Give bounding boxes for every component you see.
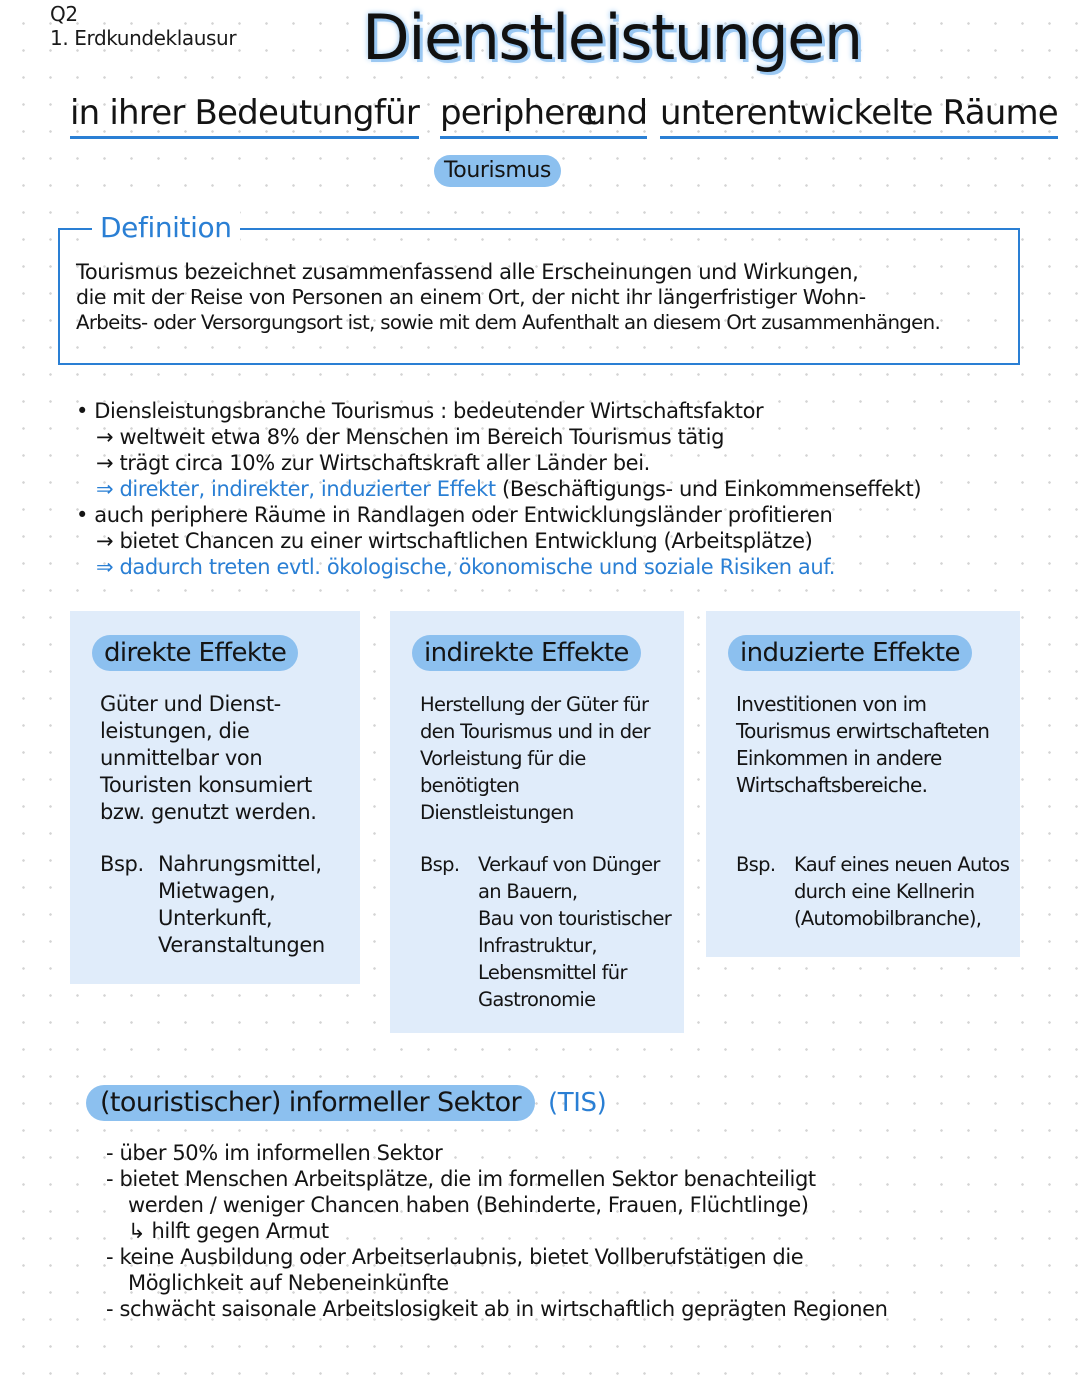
card-title: indirekte Effekte xyxy=(412,635,641,671)
sub-point: → trägt circa 10% zur Wirtschaftskraft aller Länder bei. xyxy=(96,451,650,475)
desc-line: Herstellung der Güter für xyxy=(420,693,649,716)
effect-summary-note: (Beschäftigungs- und Einkommenseffekt) xyxy=(495,477,922,501)
example-line: an Bauern, xyxy=(478,880,578,903)
header-meta xyxy=(50,2,236,50)
bullet-item: • auch periphere Räume in Randlagen oder Entwicklungsländer profitieren xyxy=(76,503,833,527)
card-description xyxy=(420,691,670,826)
desc-line: Wirtschaftsbereiche. xyxy=(736,773,928,797)
example-line: Infrastruktur, xyxy=(478,934,597,957)
example-label: Bsp. xyxy=(100,852,144,876)
subtitle-part: und xyxy=(585,92,647,139)
subtitle-part: unterentwickelte Räume xyxy=(660,92,1058,139)
example-label: Bsp. xyxy=(736,853,776,876)
card-induced-effects xyxy=(706,611,1020,957)
example-line: Nahrungsmittel, xyxy=(158,852,322,876)
sub-point: → weltweit etwa 8% der Menschen im Bereich Tourismus tätig xyxy=(96,425,725,449)
example-line: Bau von touristischer xyxy=(478,907,672,930)
desc-line: Touristen konsumiert xyxy=(100,773,312,797)
subtitle xyxy=(70,92,1058,142)
sector-abbreviation: (TIS) xyxy=(548,1088,607,1118)
effect-summary-blue: ⇒ direkter, indirekter, induzierter Effekt xyxy=(96,477,496,501)
page-title: Dienstleistungen xyxy=(362,1,862,74)
card-direct-effects xyxy=(70,611,360,984)
definition-label: Definition xyxy=(92,210,240,246)
sector-consequence: ↳ hilft gegen Armut xyxy=(128,1219,329,1243)
sector-point: - über 50% im informellen Sektor xyxy=(106,1141,443,1165)
subtitle-part: für xyxy=(374,92,419,139)
card-examples xyxy=(420,851,674,1013)
exam-label: 1. Erdkundeklausur xyxy=(50,26,237,50)
bullet-item: • Diensleistungsbranche Tourismus : bedeutender Wirtschaftsfaktor xyxy=(76,399,764,423)
example-line: (Automobilbranche), xyxy=(794,907,982,930)
desc-line: Tourismus erwirtschafteten xyxy=(736,719,990,743)
example-line: Mietwagen, xyxy=(158,879,276,903)
sector-point-cont: werden / weniger Chancen haben (Behinderte, Frauen, Flüchtlinge) xyxy=(128,1193,809,1217)
sub-point: → bietet Chancen zu einer wirtschaftlichen Entwicklung (Arbeitsplätze) xyxy=(96,529,813,553)
sector-point: - keine Ausbildung oder Arbeitserlaubnis, bietet Vollberufstätigen die xyxy=(106,1245,804,1269)
desc-line: den Tourismus und in der xyxy=(420,720,650,743)
card-examples xyxy=(100,851,350,959)
desc-line: Güter und Dienst- xyxy=(100,692,281,716)
desc-line: Vorleistung für die xyxy=(420,747,586,770)
sector-notes xyxy=(106,1140,1026,1322)
sector-title: (touristischer) informeller Sektor xyxy=(86,1085,535,1121)
card-title: induzierte Effekte xyxy=(728,635,972,671)
example-label: Bsp. xyxy=(420,853,460,876)
example-line: Unterkunft, xyxy=(158,906,273,930)
card-title: direkte Effekte xyxy=(92,635,298,671)
example-line: Verkauf von Dünger xyxy=(478,853,660,876)
desc-line: bzw. genutzt werden. xyxy=(100,800,317,824)
example-line: Lebensmittel für xyxy=(478,961,627,984)
definition-line: Tourismus bezeichnet zusammenfassend alle Erscheinungen und Wirkungen, xyxy=(76,260,859,284)
effect-summary xyxy=(76,476,996,502)
desc-line: leistungen, die xyxy=(100,719,250,743)
definition-text xyxy=(76,260,1036,335)
sector-point-cont: Möglichkeit auf Nebeneinkünfte xyxy=(128,1271,449,1295)
topic-badge: Tourismus xyxy=(434,155,561,187)
course-label: Q2 xyxy=(50,2,78,26)
definition-line: Arbeits- oder Versorgungsort ist, sowie mit dem Aufenthalt an diesem Ort zusammenhängen. xyxy=(76,311,941,334)
card-description xyxy=(100,691,346,826)
card-indirect-effects xyxy=(390,611,684,1033)
definition-line: die mit der Reise von Personen an einem Ort, der nicht ihr längerfristiger Wohn- xyxy=(76,285,866,309)
example-line: durch eine Kellnerin xyxy=(794,880,975,903)
example-line: Veranstaltungen xyxy=(158,933,325,957)
desc-line: Investitionen von im xyxy=(736,692,927,716)
example-line: Gastronomie xyxy=(478,988,596,1011)
subtitle-part: in ihrer Bedeutung xyxy=(70,92,374,139)
card-examples xyxy=(736,851,1010,932)
tourism-notes xyxy=(76,398,996,580)
example-line: Kauf eines neuen Autos xyxy=(794,853,1010,876)
sector-point: - bietet Menschen Arbeitsplätze, die im formellen Sektor benachteiligt xyxy=(106,1167,816,1191)
risk-summary: ⇒ dadurch treten evtl. ökologische, ökonomische und soziale Risiken auf. xyxy=(96,555,836,579)
subtitle-part: periphere xyxy=(440,92,597,139)
desc-line: Einkommen in andere xyxy=(736,746,942,770)
desc-line: benötigten Dienstleistungen xyxy=(420,774,574,824)
desc-line: unmittelbar von xyxy=(100,746,263,770)
card-description xyxy=(736,691,1006,799)
sector-point: - schwächt saisonale Arbeitslosigkeit ab in wirtschaftlich geprägten Regionen xyxy=(106,1297,888,1321)
